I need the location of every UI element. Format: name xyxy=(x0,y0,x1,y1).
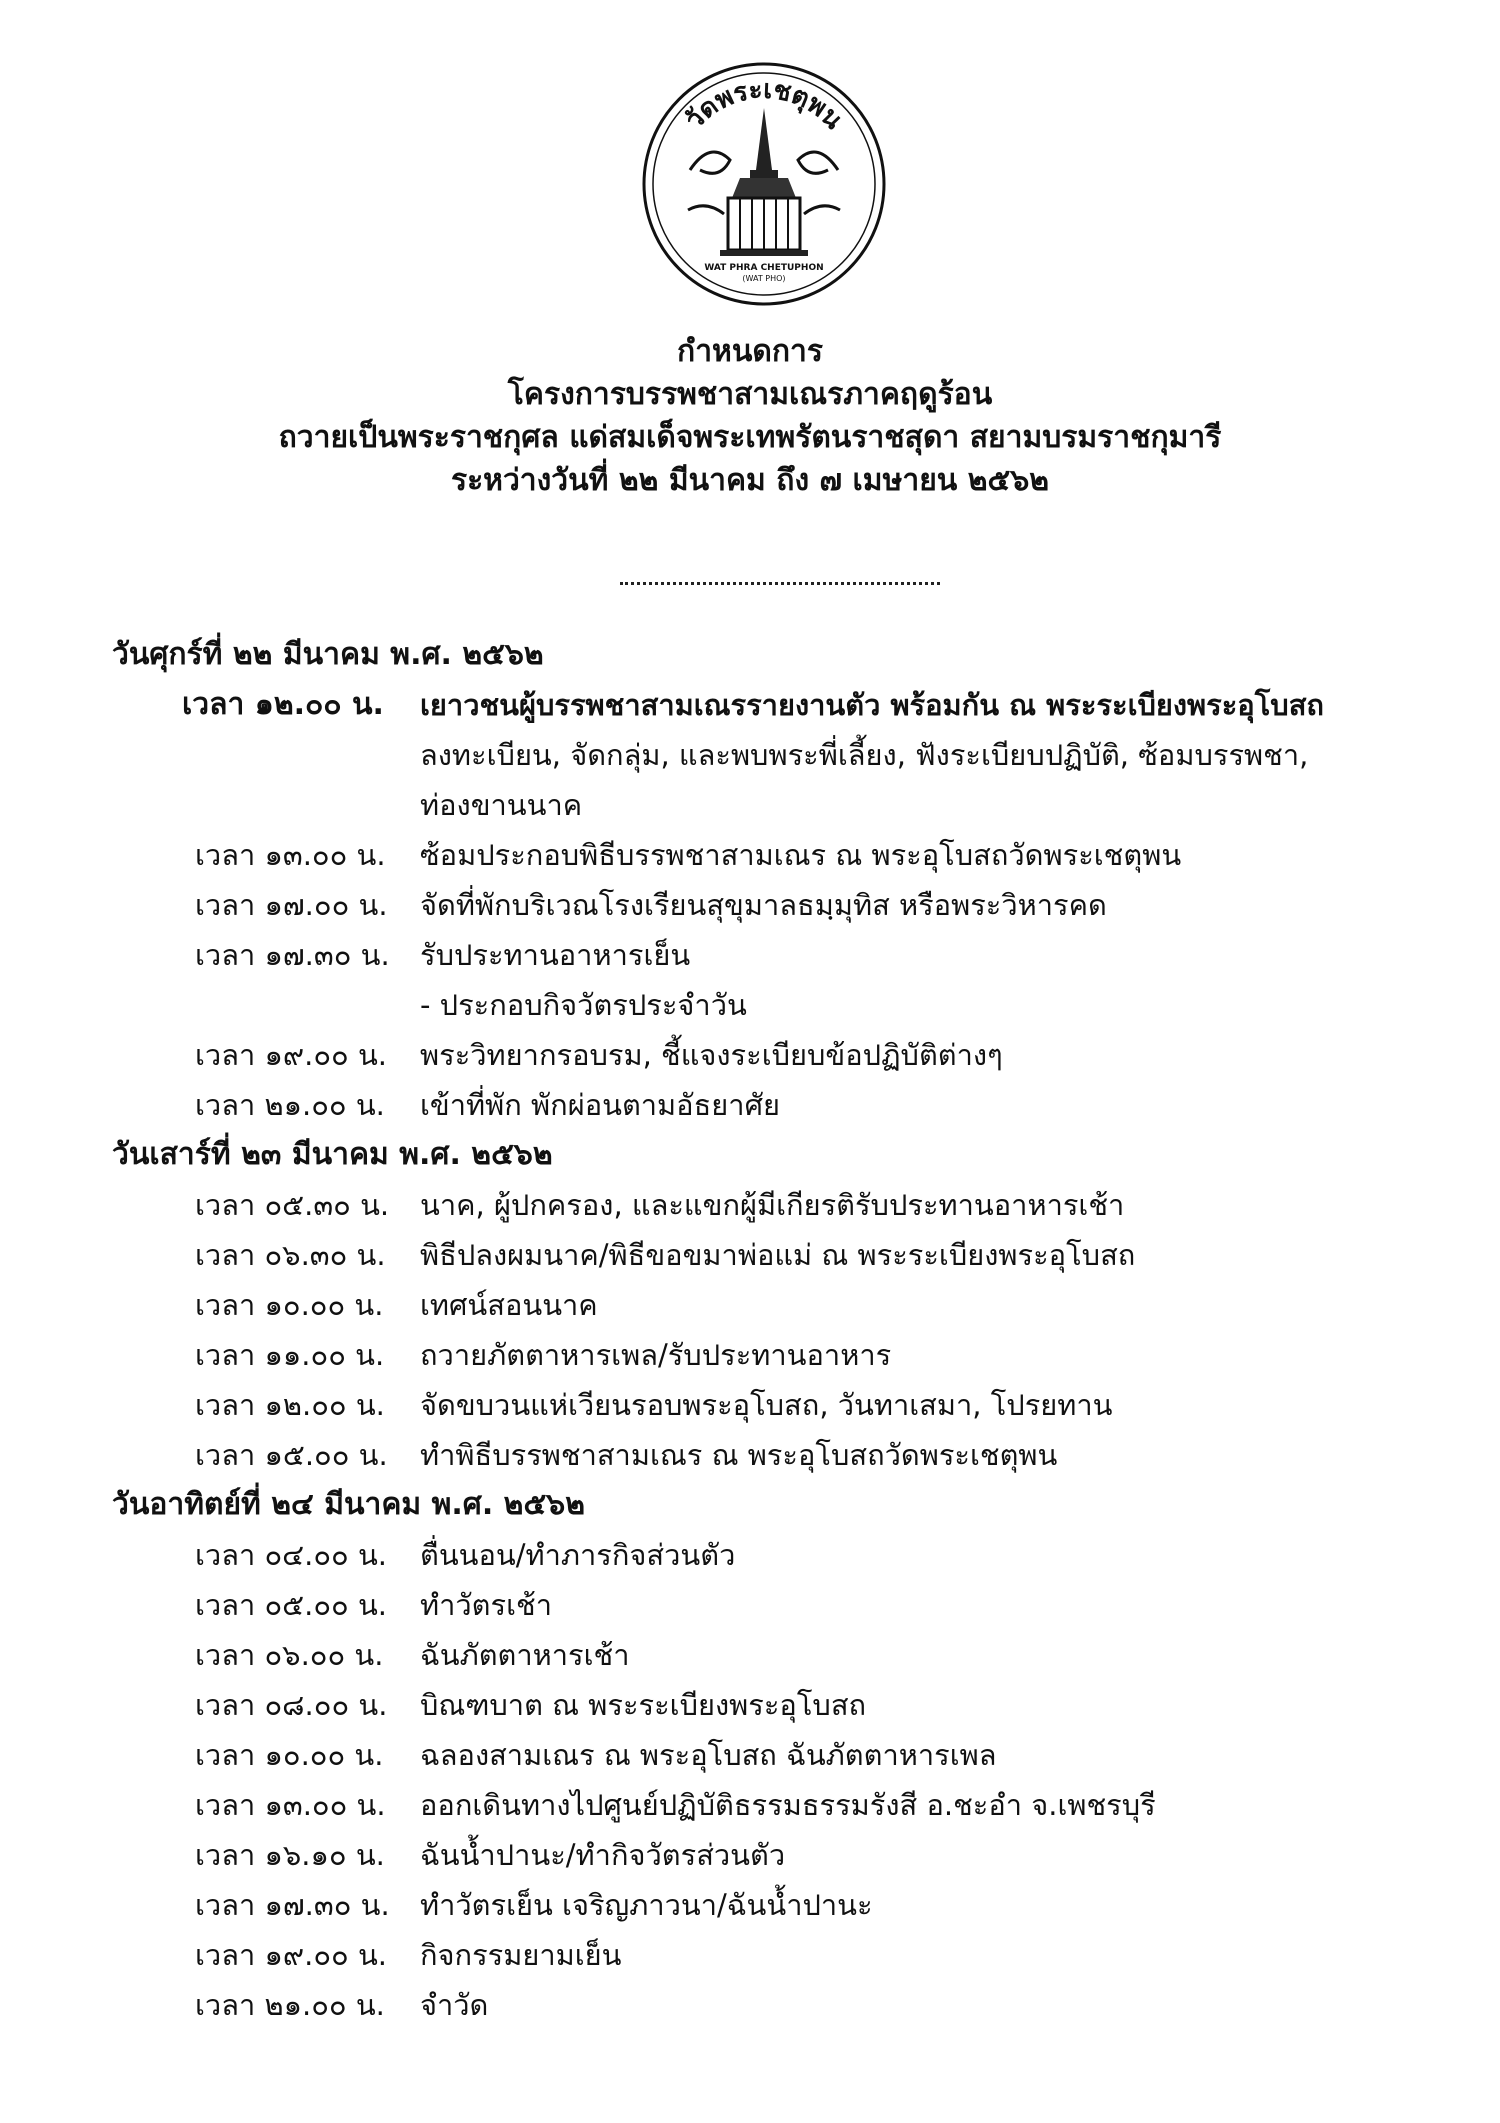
item-desc: ฉลองสามเณร ณ พระอุโบสถ ฉันภัตตาหารเพล xyxy=(420,1738,997,1772)
item-desc: ฉันภัตตาหารเช้า xyxy=(420,1638,630,1672)
item-desc: จำวัด xyxy=(420,1988,489,2022)
seal-graphic xyxy=(640,60,888,308)
item-time: เวลา ๑๑.๐๐ น. xyxy=(195,1338,385,1372)
item-desc: ทำวัตรเช้า xyxy=(420,1588,552,1622)
item-desc: เทศน์สอนนาค xyxy=(420,1288,598,1322)
item-desc: ถวายภัตตาหารเพล/รับประทานอาหาร xyxy=(420,1338,892,1372)
day-heading: วันอาทิตย์ที่ ๒๔ มีนาคม พ.ศ. ๒๕๖๒ xyxy=(112,1487,585,1522)
item-desc: ลงทะเบียน, จัดกลุ่ม, และพบพระพี่เลี้ยง, ฟังระเบียบปฏิบัติ, ซ้อมบรรพชา, xyxy=(420,738,1309,772)
schedule-item xyxy=(0,830,1500,880)
item-time: เวลา ๐๖.๐๐ น. xyxy=(195,1638,384,1672)
schedule-item xyxy=(0,1030,1500,1080)
item-time: เวลา ๑๗.๐๐ น. xyxy=(195,888,388,922)
item-desc: - ประกอบกิจวัตรประจำวัน xyxy=(420,988,747,1022)
header-title: กำหนดการ xyxy=(677,334,823,369)
schedule-item xyxy=(0,930,1500,980)
item-time: เวลา ๑๐.๐๐ น. xyxy=(195,1288,384,1322)
wat-pho-seal-logo xyxy=(640,60,888,308)
item-desc: บิณฑบาต ณ พระระเบียงพระอุโบสถ xyxy=(420,1688,867,1722)
schedule-item xyxy=(0,680,1500,730)
day-heading: วันศุกร์ที่ ๒๒ มีนาคม พ.ศ. ๒๕๖๒ xyxy=(112,637,544,672)
seal-top-text: วัดพระเชตุพน xyxy=(679,74,849,136)
item-desc: จัดขบวนแห่เวียนรอบพระอุโบสถ, วันทาเสมา, โปรยทาน xyxy=(420,1388,1113,1422)
item-time: เวลา ๑๗.๓๐ น. xyxy=(195,1888,390,1922)
item-time: เวลา ๑๓.๐๐ น. xyxy=(195,1788,386,1822)
schedule-item xyxy=(0,880,1500,930)
schedule-item xyxy=(0,1630,1500,1680)
item-time: เวลา ๒๑.๐๐ น. xyxy=(195,1988,385,2022)
schedule-item xyxy=(0,1780,1500,1830)
item-desc: ท่องขานนาค xyxy=(420,788,583,822)
item-desc: ซ้อมประกอบพิธีบรรพชาสามเณร ณ พระอุโบสถวัดพระเชตุพน xyxy=(420,838,1182,872)
item-desc: ตื่นนอน/ทำภารกิจส่วนตัว xyxy=(420,1538,736,1572)
item-time: เวลา ๑๖.๑๐ น. xyxy=(195,1838,385,1872)
item-desc: เข้าที่พัก พักผ่อนตามอัธยาศัย xyxy=(420,1088,780,1122)
day-heading: วันเสาร์ที่ ๒๓ มีนาคม พ.ศ. ๒๕๖๒ xyxy=(112,1137,553,1172)
schedule-item xyxy=(0,1980,1500,2030)
document-header xyxy=(0,330,1500,502)
header-project: โครงการบรรพชาสามเณรภาคฤดูร้อน xyxy=(507,377,993,412)
item-time: เวลา ๑๙.๐๐ น. xyxy=(195,1038,387,1072)
schedule-item xyxy=(0,1380,1500,1430)
item-time: เวลา ๑๙.๐๐ น. xyxy=(195,1938,387,1972)
item-time: เวลา ๐๕.๐๐ น. xyxy=(195,1588,387,1622)
dotted-divider xyxy=(620,582,940,585)
schedule-item xyxy=(0,1580,1500,1630)
item-time: เวลา ๑๗.๓๐ น. xyxy=(195,938,390,972)
item-time: เวลา ๑๐.๐๐ น. xyxy=(195,1738,384,1772)
schedule-item xyxy=(0,980,1500,1030)
item-desc: ออกเดินทางไปศูนย์ปฏิบัติธรรมธรรมรังสี อ.ชะอำ จ.เพชรบุรี xyxy=(420,1788,1156,1822)
header-date-range: ระหว่างวันที่ ๒๒ มีนาคม ถึง ๗ เมษายน ๒๕๖๒ xyxy=(450,463,1050,498)
item-desc: ทำวัตรเย็น เจริญภาวนา/ฉันน้ำปานะ xyxy=(420,1888,873,1922)
schedule-item xyxy=(0,1530,1500,1580)
item-time: เวลา ๑๒.๐๐ น. xyxy=(195,1388,385,1422)
item-desc: จัดที่พักบริเวณโรงเรียนสุขุมาลธมฺมุทิส หรือพระวิหารคด xyxy=(420,888,1107,922)
item-time: เวลา ๐๘.๐๐ น. xyxy=(195,1688,388,1722)
schedule-item xyxy=(0,1330,1500,1380)
seal-bottom-text-2: (WAT PHO) xyxy=(742,274,786,283)
item-time: เวลา ๐๔.๐๐ น. xyxy=(195,1538,387,1572)
schedule-item xyxy=(0,1080,1500,1130)
item-desc: กิจกรรมยามเย็น xyxy=(420,1938,622,1972)
schedule-item xyxy=(0,1880,1500,1930)
item-desc: ทำพิธีบรรพชาสามเณร ณ พระอุโบสถวัดพระเชตุพน xyxy=(420,1438,1058,1472)
schedule xyxy=(0,630,1500,2030)
schedule-item xyxy=(0,1280,1500,1330)
item-time: เวลา ๑๓.๐๐ น. xyxy=(195,838,386,872)
item-desc: พิธีปลงผมนาค/พิธีขอขมาพ่อแม่ ณ พระระเบียงพระอุโบสถ xyxy=(420,1238,1136,1272)
item-time: เวลา ๐๕.๓๐ น. xyxy=(195,1188,390,1222)
item-time: เวลา ๑๕.๐๐ น. xyxy=(195,1438,388,1472)
item-desc: รับประทานอาหารเย็น xyxy=(420,938,691,972)
schedule-item xyxy=(0,1230,1500,1280)
schedule-item xyxy=(0,1930,1500,1980)
item-time: เวลา ๑๒.๐๐ น. xyxy=(182,687,384,722)
item-time: เวลา ๐๖.๓๐ น. xyxy=(195,1238,386,1272)
schedule-item xyxy=(0,780,1500,830)
seal-bottom-text-1: WAT PHRA CHETUPHON xyxy=(704,263,824,273)
item-time: เวลา ๒๑.๐๐ น. xyxy=(195,1088,385,1122)
item-desc: เยาวชนผู้บรรพชาสามเณรรายงานตัว พร้อมกัน ณ พระระเบียงพระอุโบสถ xyxy=(420,688,1324,722)
schedule-item xyxy=(0,1830,1500,1880)
schedule-item xyxy=(0,1730,1500,1780)
schedule-item xyxy=(0,1180,1500,1230)
schedule-item xyxy=(0,730,1500,780)
schedule-item xyxy=(0,1430,1500,1480)
item-desc: นาค, ผู้ปกครอง, และแขกผู้มีเกียรติรับประทานอาหารเช้า xyxy=(420,1188,1125,1222)
schedule-item xyxy=(0,1680,1500,1730)
header-dedication: ถวายเป็นพระราชกุศล แด่สมเด็จพระเทพรัตนราชสุดา สยามบรมราชกุมารี xyxy=(278,420,1222,455)
item-desc: ฉันน้ำปานะ/ทำกิจวัตรส่วนตัว xyxy=(420,1838,786,1872)
item-desc: พระวิทยากรอบรม, ชี้แจงระเบียบข้อปฏิบัติต่างๆ xyxy=(420,1038,1003,1072)
